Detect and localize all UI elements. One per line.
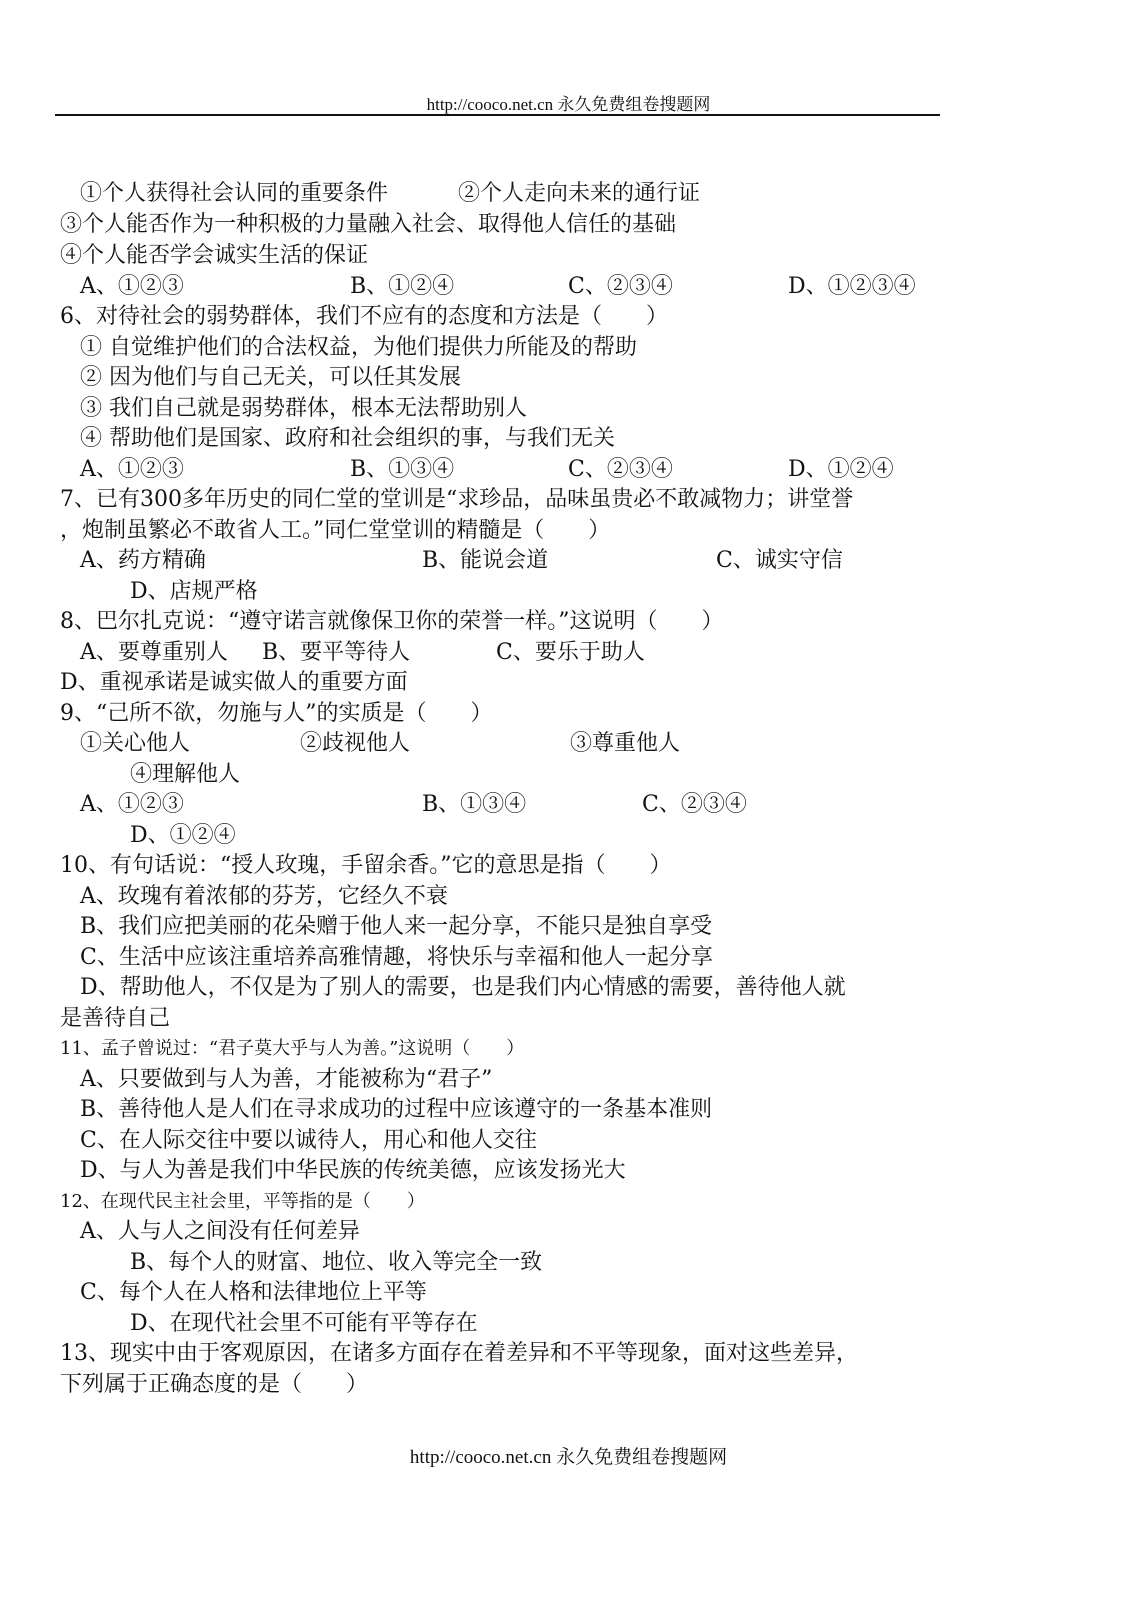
answer-choice: B、我们应把美丽的花朵赠于他人来一起分享，不能只是独自享受 xyxy=(80,914,713,939)
question-11: 11、孟子曾说过：“君子莫大乎与人为善。”这说明（ ） xyxy=(60,1038,525,1059)
answer-choice: D、①②③④ xyxy=(788,274,916,299)
answer-choice: A、人与人之间没有任何差异 xyxy=(80,1219,360,1244)
option-line: ②个人走向未来的通行证 xyxy=(458,181,701,206)
option-line: ②歧视他人 xyxy=(300,731,411,756)
answer-choice: C、每个人在人格和法律地位上平等 xyxy=(80,1280,427,1305)
answer-choice: B、①③④ xyxy=(350,457,455,482)
answer-choice: A、药方精确 xyxy=(80,548,206,573)
answer-choice: D、重视承诺是诚实做人的重要方面 xyxy=(60,670,408,695)
answer-choice: D、帮助他人，不仅是为了别人的需要，也是我们内心情感的需要，善待他人就 xyxy=(80,975,846,1000)
answer-choice: D、在现代社会里不可能有平等存在 xyxy=(130,1311,478,1336)
answer-choice: B、每个人的财富、地位、收入等完全一致 xyxy=(130,1250,543,1275)
question-6: 6、对待社会的弱势群体，我们不应有的态度和方法是（ ） xyxy=(60,304,668,329)
answer-choice: A、玫瑰有着浓郁的芬芳，它经久不衰 xyxy=(80,884,448,909)
answer-choice: C、②③④ xyxy=(642,792,747,817)
page-header: http://cooco.net.cn 永久免费组卷搜题网 xyxy=(426,95,711,114)
question-7: 7、已有300多年历史的同仁堂的堂训是“求珍品，品味虽贵必不敢减物力；讲堂誉 xyxy=(60,487,854,512)
answer-choice: D、①②④ xyxy=(788,457,894,482)
question-12: 12、在现代民主社会里，平等指的是（ ） xyxy=(60,1191,425,1212)
page-footer: http://cooco.net.cn 永久免费组卷搜题网 xyxy=(409,1447,728,1468)
answer-choice: B、要平等待人 xyxy=(262,640,411,665)
option-line: ③个人能否作为一种积极的力量融入社会、取得他人信任的基础 xyxy=(60,212,677,237)
option-line: ② 因为他们与自己无关，可以任其发展 xyxy=(80,365,461,390)
question-13-cont: 下列属于正确态度的是（ ） xyxy=(60,1372,369,1397)
answer-choice: C、②③④ xyxy=(568,274,673,299)
option-line: ④理解他人 xyxy=(130,762,241,787)
answer-choice: A、①②③ xyxy=(80,274,184,299)
option-line: ④个人能否学会诚实生活的保证 xyxy=(60,243,369,268)
answer-choice: D、①②④ xyxy=(130,823,236,848)
answer-choice: B、①②④ xyxy=(350,274,455,299)
answer-choice: C、在人际交往中要以诚待人，用心和他人交往 xyxy=(80,1128,537,1153)
question-8: 8、巴尔扎克说：“遵守诺言就像保卫你的荣誉一样。”这说明（ ） xyxy=(60,609,724,634)
question-9: 9、“己所不欲，勿施与人”的实质是（ ） xyxy=(60,701,493,726)
header-rule xyxy=(55,114,940,116)
answer-choice: B、善待他人是人们在寻求成功的过程中应该遵守的一条基本准则 xyxy=(80,1097,713,1122)
answer-choice: C、要乐于助人 xyxy=(496,640,645,665)
answer-choice: C、生活中应该注重培养高雅情趣，将快乐与幸福和他人一起分享 xyxy=(80,945,713,970)
answer-choice: A、要尊重别人 xyxy=(80,640,228,665)
answer-choice: D、与人为善是我们中华民族的传统美德，应该发扬光大 xyxy=(80,1158,626,1183)
option-line: ①关心他人 xyxy=(80,731,191,756)
question-13: 13、现实中由于客观原因，在诸多方面存在着差异和不平等现象，面对这些差异， xyxy=(60,1341,858,1366)
question-7-cont: ，炮制虽繁必不敢省人工。”同仁堂堂训的精髓是（ ） xyxy=(60,518,611,543)
answer-choice: B、能说会道 xyxy=(422,548,549,573)
answer-choice: C、诚实守信 xyxy=(716,548,843,573)
option-line: ③尊重他人 xyxy=(570,731,681,756)
option-line: ① 自觉维护他们的合法权益，为他们提供力所能及的帮助 xyxy=(80,335,637,360)
option-line: ③ 我们自己就是弱势群体，根本无法帮助别人 xyxy=(80,396,527,421)
answer-choice: D、店规严格 xyxy=(130,579,258,604)
option-line: ④ 帮助他们是国家、政府和社会组织的事，与我们无关 xyxy=(80,426,615,451)
answer-choice: A、①②③ xyxy=(80,457,184,482)
answer-choice: A、①②③ xyxy=(80,792,184,817)
answer-choice: A、只要做到与人为善，才能被称为“君子” xyxy=(80,1067,493,1092)
answer-choice-cont: 是善待自己 xyxy=(60,1006,171,1031)
answer-choice: B、①③④ xyxy=(422,792,527,817)
answer-choice: C、②③④ xyxy=(568,457,673,482)
option-line: ①个人获得社会认同的重要条件 xyxy=(80,181,389,206)
question-10: 10、有句话说：“授人玫瑰，手留余香。”它的意思是指（ ） xyxy=(60,853,672,878)
